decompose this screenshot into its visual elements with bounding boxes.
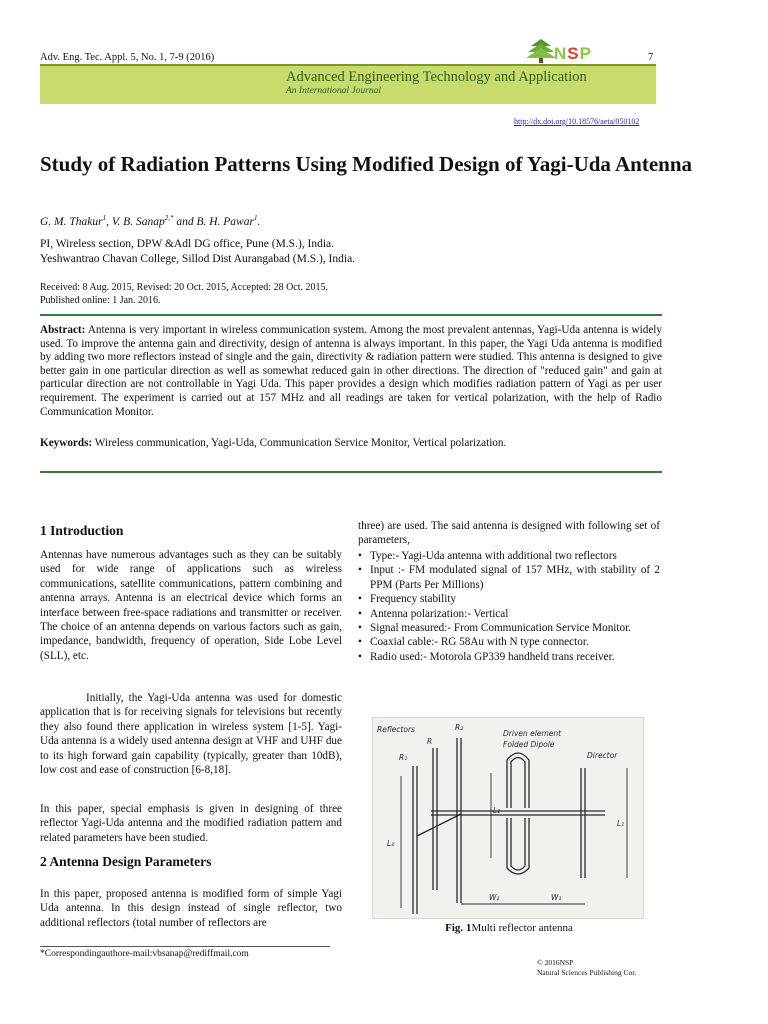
parameters-intro: three) are used. The said antenna is designed with following set of parameters, bbox=[358, 520, 660, 547]
abstract-text: Antenna is very important in wireless communication system. Among the most prevalent antennas, Yagi-Uda antenna is widely used. To improve the antenna gain and directivity, design of antenna is always important. In this paper, the Yagi Uda antenna is modified by adding two more reflectors instead of single and the gain, directivity & radiation pattern were studied. This antenna is designed to give better gain in one particular direction as well as somewhat reduced gain in other directions. The direction of "reduced gain" and gain at particular direction are not controllable in Yagi Uda. This paper provides a design which modifies radiation pattern of Yagi as per user requirement. The experiment is carried out at 157 MHz and all readings are taken for vertical polarization, with the help of Radio Communication Monitor. bbox=[40, 324, 662, 418]
keywords-label: Keywords: bbox=[40, 437, 93, 449]
copyright bbox=[537, 958, 636, 978]
figure-label-director: Director bbox=[587, 751, 618, 760]
banner-top-rule bbox=[40, 64, 656, 66]
figure-label-folded: Folded Dipole bbox=[503, 740, 555, 749]
reflector-tie bbox=[417, 814, 461, 836]
author-name: B. H. Pawar bbox=[196, 215, 254, 228]
figure-label-w1: W₁ bbox=[551, 893, 562, 902]
list-item: • Radio used:- Motorola GP339 handheld trans receiver. bbox=[358, 650, 660, 664]
affiliation-1: PI, Wireless section, DPW &Adl DG office, Pune (M.S.), India. bbox=[40, 238, 335, 250]
author-separator: and bbox=[173, 215, 197, 228]
divider-top bbox=[40, 314, 662, 316]
author-affil-mark: 1 bbox=[102, 214, 107, 222]
copyright-line: © 2016NSP bbox=[537, 958, 574, 967]
section-2-paragraph-1: In this paper, proposed antenna is modified form of simple Yagi Uda antenna. In this design instead of single reflector, two additional reflectors (total number of reflectors are bbox=[40, 888, 342, 929]
list-item: • Type:- Yagi-Uda antenna with additional two reflectors bbox=[358, 549, 660, 563]
article-title: Study of Radiation Patterns Using Modified Design of Yagi-Uda Antenna bbox=[40, 152, 693, 176]
received-dates: Received: 8 Aug. 2015, Revised: 20 Oct. 2015, Accepted: 28 Oct. 2015. bbox=[40, 282, 329, 293]
author-list bbox=[40, 214, 260, 228]
affiliations bbox=[40, 237, 355, 267]
abstract bbox=[40, 324, 662, 419]
author-affil-mark: 2,* bbox=[164, 214, 174, 222]
author-name: G. M. Thakur bbox=[40, 215, 103, 228]
keywords-text: Wireless communication, Yagi-Uda, Communication Service Monitor, Vertical polarization. bbox=[92, 437, 507, 449]
doi-link[interactable]: http://dx.doi.org/10.18576/aeta/050102 bbox=[514, 117, 640, 126]
figure-label-w2: W₂ bbox=[489, 893, 500, 902]
list-item: • Input :- FM modulated signal of 157 MHz, with stability of 2 PPM (Parts Per Millions) bbox=[358, 563, 660, 592]
author-separator: , bbox=[106, 215, 112, 228]
figure-label-driven: Driven element bbox=[503, 729, 562, 738]
list-item: • Frequency stability bbox=[358, 592, 660, 606]
folded-dipole-top bbox=[507, 753, 529, 808]
journal-citation: Adv. Eng. Tec. Appl. 5, No. 1, 7-9 (2016) bbox=[40, 52, 215, 63]
keywords bbox=[40, 437, 662, 449]
journal-subtitle: An International Journal bbox=[286, 86, 381, 96]
abstract-label: Abstract: bbox=[40, 324, 86, 336]
folded-dipole-bottom bbox=[507, 818, 529, 874]
figure-label-l1: L₁ bbox=[617, 819, 625, 828]
section-2-heading: 2 Antenna Design Parameters bbox=[40, 854, 212, 869]
logo-letter-p: P bbox=[579, 44, 592, 63]
figure-caption bbox=[358, 922, 660, 934]
page-number: 7 bbox=[648, 52, 654, 63]
figure-label-r1: R₁ bbox=[399, 753, 408, 762]
section-1-paragraph-2: Initially, the Yagi-Uda antenna was used for domestic application that is for receiving signals for televisions but recently they also found there application in wireless system [1-5]. Yagi-Uda antenna is a widely used antenna design at VHF and UHF due to its high forward gain capability (typically, greater than 10dB), low cost and ease of construction [6-8,18]. bbox=[40, 692, 342, 777]
corresponding-author-footnote: *Correspondingauthore-mail:vbsanap@rediffmail.com bbox=[40, 949, 249, 959]
section-1-paragraph-3: In this paper, special emphasis is given in designing of three reflector Yagi-Uda antenna and the modified radiation pattern and related parameters have been studied. bbox=[40, 803, 342, 844]
figure-label-l2: L₂ bbox=[493, 806, 501, 815]
figure-label-l3: L₃ bbox=[387, 839, 395, 848]
list-item: • Antenna polarization:- Vertical bbox=[358, 607, 660, 621]
figure-label-reflectors: Reflectors bbox=[377, 725, 415, 734]
divider-bottom bbox=[40, 471, 662, 473]
logo-letter-s: S bbox=[567, 44, 580, 63]
footnote-rule bbox=[40, 946, 330, 947]
antenna-sketch bbox=[373, 718, 643, 918]
figure-label-r: R bbox=[427, 737, 433, 746]
tree-icon bbox=[526, 38, 556, 64]
section-1-paragraph-1: Antennas have numerous advantages such as they can be suitably used for wide range of applications such as wireless communications, satellite communications, pattern combining and antenna arrays. Antenna is an electrical device which forms an interface between free-space radiations and transmitter or receiver. The choice of an antenna depends on various factors such as gain, impedance, bandwidth, frequency of operation, Side Lobe Level (SLL), etc. bbox=[40, 549, 342, 662]
parameter-list bbox=[358, 549, 660, 664]
nsp-logo bbox=[526, 38, 618, 64]
list-item: • Coaxial cable:- RG 58Au with N type connector. bbox=[358, 635, 660, 649]
figure-label-r2: R₂ bbox=[455, 723, 464, 732]
author-name: V. B. Sanap bbox=[111, 215, 165, 228]
logo-letter-n: N bbox=[554, 44, 568, 63]
author-affil-mark: 1 bbox=[253, 214, 258, 222]
list-item: • Signal measured:- From Communication Service Monitor. bbox=[358, 621, 660, 635]
section-1-heading: 1 Introduction bbox=[40, 523, 124, 538]
article-dates bbox=[40, 281, 328, 307]
figure-caption-text: Multi reflector antenna bbox=[471, 922, 573, 934]
author-end: . bbox=[257, 215, 261, 228]
publisher-line: Natural Sciences Publishing Cor. bbox=[537, 968, 637, 977]
affiliation-2: Yeshwantrao Chavan College, Sillod Dist Aurangabad (M.S.), India. bbox=[40, 253, 356, 265]
figure-caption-label: Fig. 1 bbox=[445, 922, 472, 934]
antenna-figure bbox=[372, 717, 644, 919]
journal-title: Advanced Engineering Technology and Application bbox=[286, 69, 587, 85]
published-date: Published online: 1 Jan. 2016. bbox=[40, 295, 161, 306]
